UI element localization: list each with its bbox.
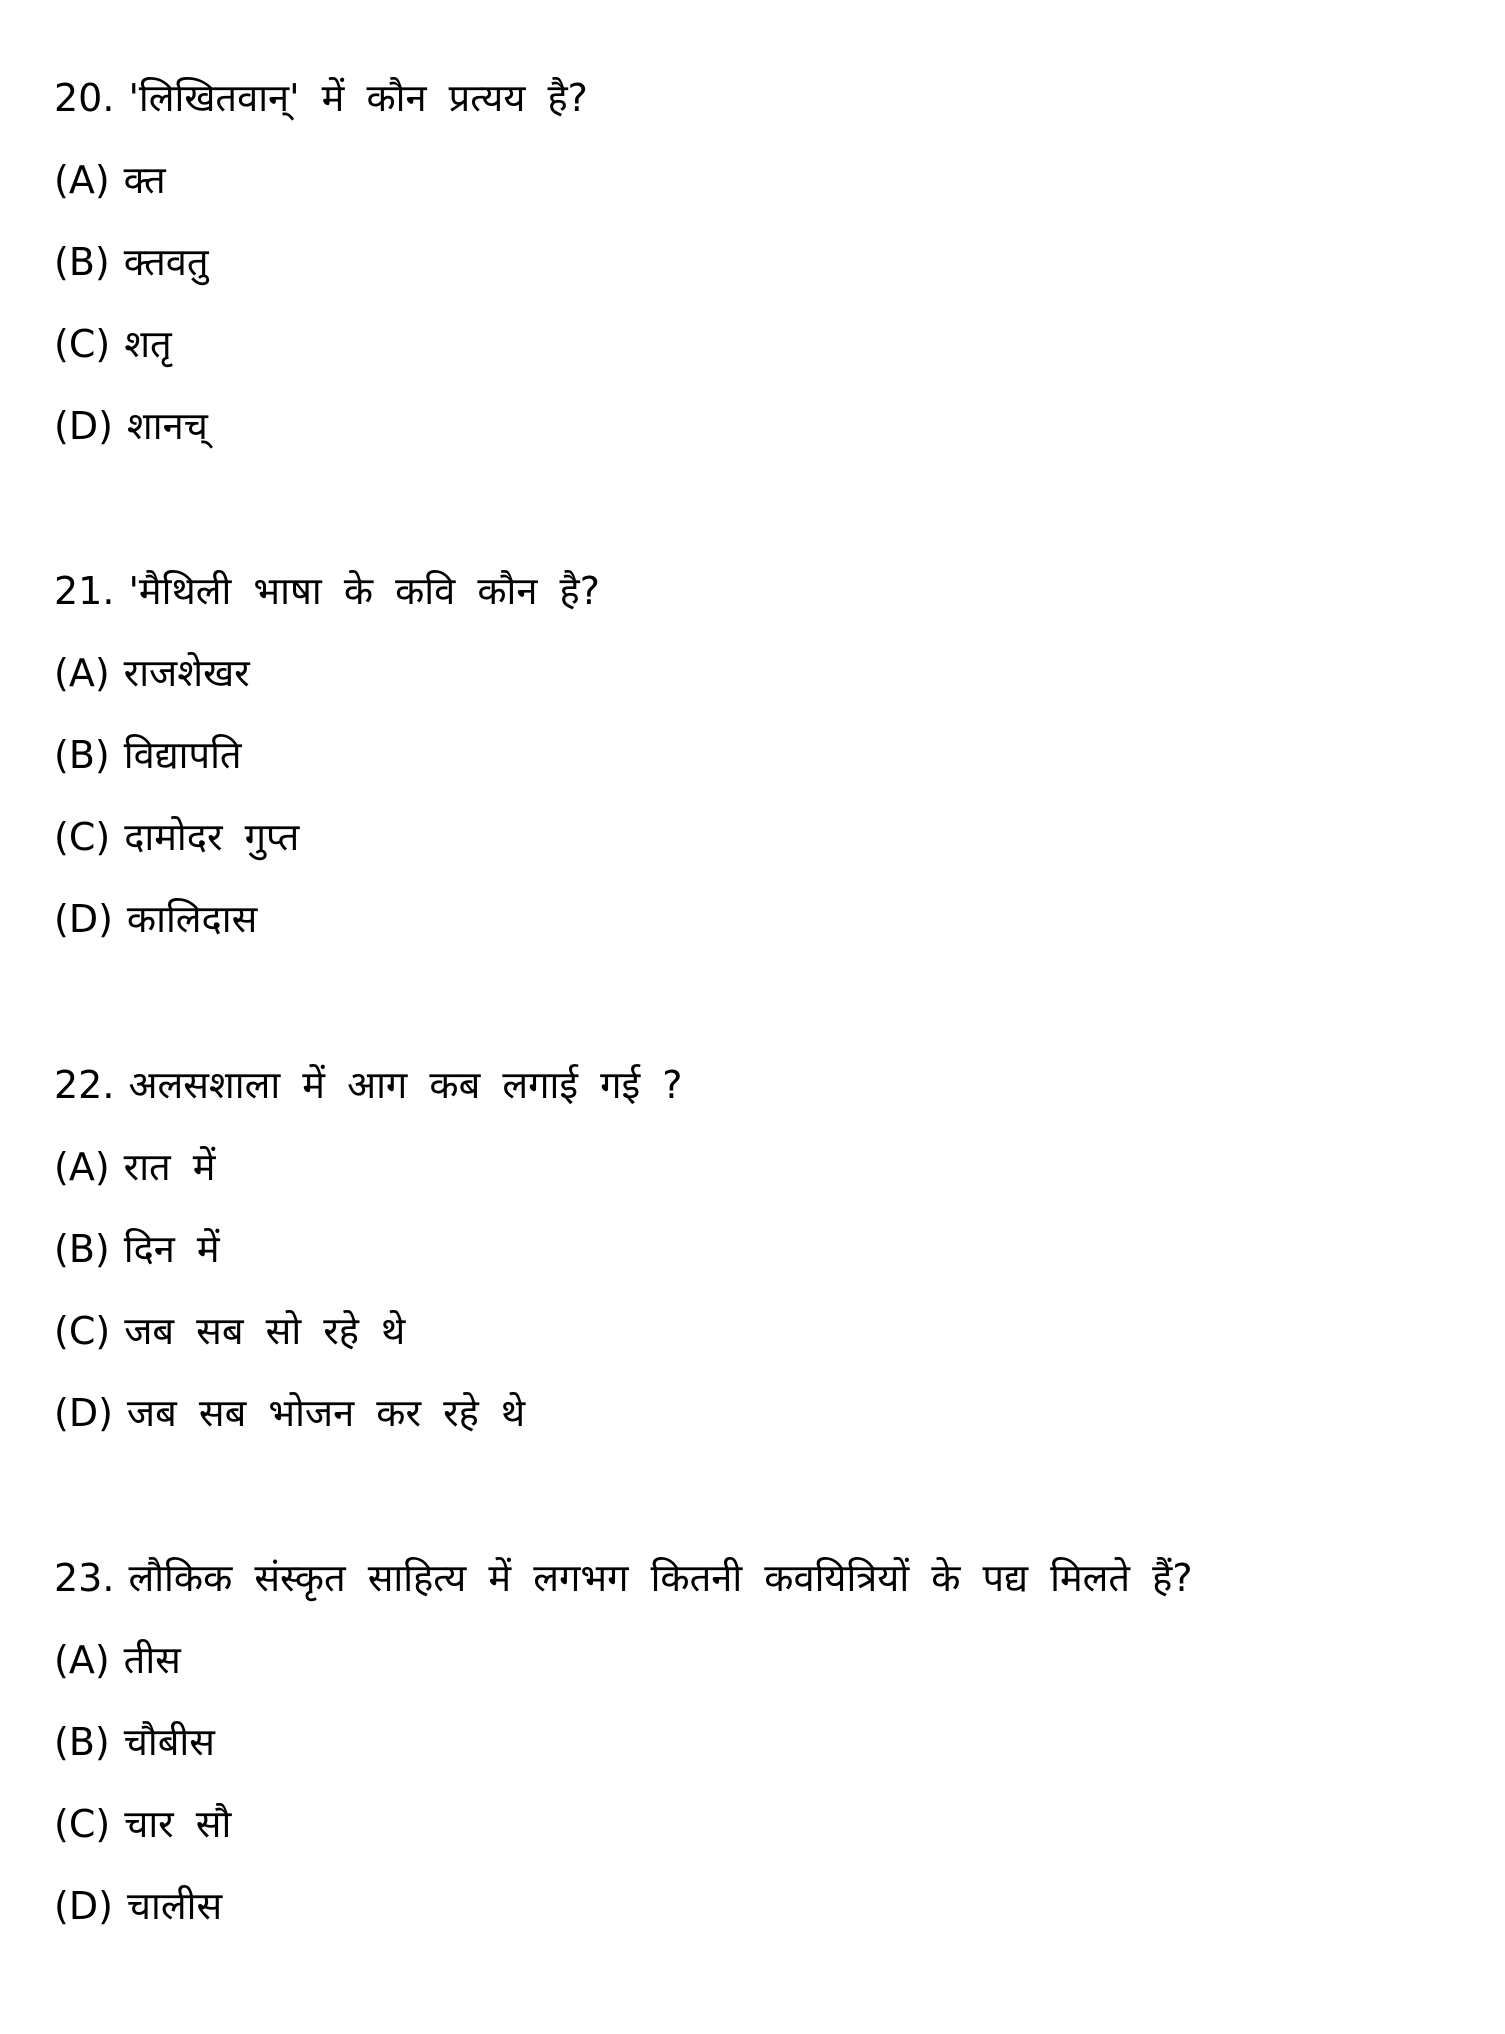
option-label: (A) — [54, 1145, 110, 1189]
option-text: राजशेखर — [123, 651, 250, 695]
option-label: (B) — [54, 1720, 110, 1764]
option-label: (B) — [54, 1227, 110, 1271]
question-line — [54, 1548, 1454, 1630]
option-label: (D) — [54, 1884, 113, 1928]
question-text: लौकिक संस्कृत साहित्य में लगभग कितनी कवयित्रियों के पद्य मिलते हैं? — [128, 1556, 1193, 1600]
option-a — [54, 1630, 1454, 1712]
option-text: क्त — [123, 158, 166, 202]
option-a — [54, 643, 1454, 725]
option-b — [54, 1712, 1454, 1794]
option-text: विद्यापति — [123, 733, 242, 777]
option-text: रात में — [123, 1145, 216, 1189]
option-text: शतृ — [124, 322, 172, 366]
option-text: तीस — [123, 1638, 181, 1682]
option-text: दिन में — [123, 1227, 220, 1271]
option-label: (D) — [54, 1391, 113, 1435]
option-a — [54, 1137, 1454, 1219]
option-text: चालीस — [126, 1884, 223, 1928]
question-number: 22. — [54, 1063, 115, 1107]
option-text: क्तवतु — [123, 240, 209, 284]
question-text: अलसशाला में आग कब लगाई गई ? — [128, 1063, 683, 1107]
option-c — [54, 1794, 1454, 1876]
question-text: 'लिखितवान्' में कौन प्रत्यय है? — [128, 76, 588, 120]
option-b — [54, 232, 1454, 314]
option-text: जब सब सो रहे थे — [124, 1309, 406, 1353]
question-line — [54, 68, 1454, 150]
option-label: (C) — [54, 1309, 111, 1353]
question-22 — [54, 1055, 1454, 1465]
option-label: (C) — [54, 1802, 111, 1846]
option-d — [54, 1876, 1454, 1958]
option-b — [54, 725, 1454, 807]
question-text: 'मैथिली भाषा के कवि कौन है? — [128, 569, 600, 613]
option-text: शानच् — [126, 404, 208, 448]
question-number: 21. — [54, 569, 115, 613]
option-c — [54, 314, 1454, 396]
option-label: (A) — [54, 651, 110, 695]
option-a — [54, 150, 1454, 232]
question-number: 20. — [54, 76, 115, 120]
option-label: (C) — [54, 815, 111, 859]
option-label: (D) — [54, 897, 113, 941]
question-21 — [54, 561, 1454, 971]
option-b — [54, 1219, 1454, 1301]
option-text: चौबीस — [123, 1720, 215, 1764]
question-23 — [54, 1548, 1454, 1958]
option-text: जब सब भोजन कर रहे थे — [126, 1391, 526, 1435]
option-label: (A) — [54, 158, 110, 202]
question-line — [54, 1055, 1454, 1137]
option-d — [54, 1383, 1454, 1465]
question-line — [54, 561, 1454, 643]
option-label: (A) — [54, 1638, 110, 1682]
option-text: चार सौ — [124, 1802, 232, 1846]
question-20 — [54, 68, 1454, 478]
option-d — [54, 889, 1454, 971]
option-label: (D) — [54, 404, 113, 448]
option-text: दामोदर गुप्त — [124, 815, 300, 859]
option-label: (C) — [54, 322, 111, 366]
option-c — [54, 807, 1454, 889]
question-number: 23. — [54, 1556, 115, 1600]
option-d — [54, 396, 1454, 478]
option-text: कालिदास — [126, 897, 258, 941]
option-c — [54, 1301, 1454, 1383]
option-label: (B) — [54, 240, 110, 284]
option-label: (B) — [54, 733, 110, 777]
